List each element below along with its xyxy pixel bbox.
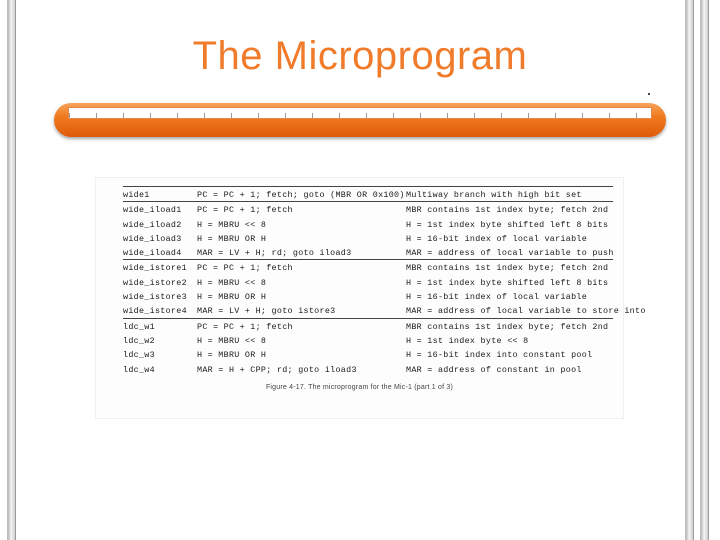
- row-comment: H = 1st index byte << 8: [406, 335, 529, 346]
- table-row: [123, 275, 613, 289]
- row-comment: Multiway branch with high bit set: [406, 190, 582, 200]
- row-label: ldc_w1: [123, 321, 155, 332]
- row-comment: MAR = address of constant in pool: [406, 364, 582, 375]
- row-operations: PC = PC + 1; fetch: [197, 321, 293, 332]
- figure-caption: Figure 4-17. The microprogram for the Mic-1 (part 1 of 3): [265, 384, 454, 391]
- row-label: wide_istore2: [123, 277, 187, 288]
- row-comment: H = 16-bit index of local variable: [406, 292, 588, 303]
- table-row: [123, 319, 613, 333]
- decorative-bar: [7, 0, 16, 540]
- row-comment: MAR = address of local variable to push: [406, 248, 614, 259]
- row-label: ldc_w4: [123, 364, 155, 375]
- row-label: ldc_w3: [123, 350, 155, 361]
- figure-panel: [96, 178, 646, 418]
- ruler-decoration: [54, 103, 666, 137]
- table-row: [123, 186, 613, 202]
- slide-title: The Microprogram: [192, 34, 528, 78]
- decorative-bar: [685, 0, 694, 540]
- row-label: wide_iload2: [123, 219, 182, 230]
- row-operations: MAR = LV + H; goto istore3: [197, 306, 336, 317]
- row-comment: H = 1st index byte shifted left 8 bits: [406, 219, 609, 230]
- row-label: wide_iload4: [123, 248, 182, 259]
- table-row: [123, 217, 613, 231]
- row-operations: H = MBRU << 8: [197, 219, 267, 230]
- row-comment: H = 16-bit index into constant pool: [406, 350, 593, 361]
- row-label: wide_istore4: [123, 306, 187, 317]
- table-row: [123, 362, 613, 376]
- row-operations: H = MBRU << 8: [197, 335, 267, 346]
- ruler-scale: [68, 107, 652, 119]
- row-operations: MAR = H + CPP; rd; goto iload3: [197, 364, 357, 375]
- row-comment: MAR = address of local variable to store into: [406, 306, 646, 317]
- row-operations: PC = PC + 1; fetch; goto (MBR OR 0x100): [197, 190, 405, 200]
- row-comment: MBR contains 1st index byte; fetch 2nd: [406, 263, 609, 274]
- row-comment: H = 16-bit index of local variable: [406, 233, 588, 244]
- row-label: wide1: [123, 190, 150, 200]
- decorative-bar: [700, 0, 709, 540]
- row-label: wide_istore1: [123, 263, 187, 274]
- row-comment: MBR contains 1st index byte; fetch 2nd: [406, 321, 609, 332]
- table-row: [123, 333, 613, 347]
- row-operations: H = MBRU OR H: [197, 292, 267, 303]
- row-label: wide_istore3: [123, 292, 187, 303]
- row-comment: H = 1st index byte shifted left 8 bits: [406, 277, 609, 288]
- row-operations: PC = PC + 1; fetch: [197, 205, 293, 216]
- table-row: [123, 260, 613, 274]
- table-row: [123, 245, 613, 260]
- microprogram-table: [123, 186, 646, 376]
- row-operations: H = MBRU << 8: [197, 277, 267, 288]
- right-decorative-bars: [680, 0, 720, 540]
- row-operations: MAR = LV + H; rd; goto iload3: [197, 248, 352, 259]
- table-row: [123, 289, 613, 303]
- row-label: ldc_w2: [123, 335, 155, 346]
- table-row: [123, 303, 646, 318]
- row-operations: PC = PC + 1; fetch: [197, 263, 293, 274]
- left-decorative-bars: [0, 0, 30, 540]
- decorative-dot: [648, 93, 650, 95]
- row-operations: H = MBRU OR H: [197, 350, 267, 361]
- table-row: [123, 347, 613, 361]
- table-row: [123, 231, 613, 245]
- row-label: wide_iload1: [123, 205, 182, 216]
- row-label: wide_iload3: [123, 233, 182, 244]
- row-operations: H = MBRU OR H: [197, 233, 267, 244]
- table-row: [123, 202, 613, 216]
- row-comment: MBR contains 1st index byte; fetch 2nd: [406, 205, 609, 216]
